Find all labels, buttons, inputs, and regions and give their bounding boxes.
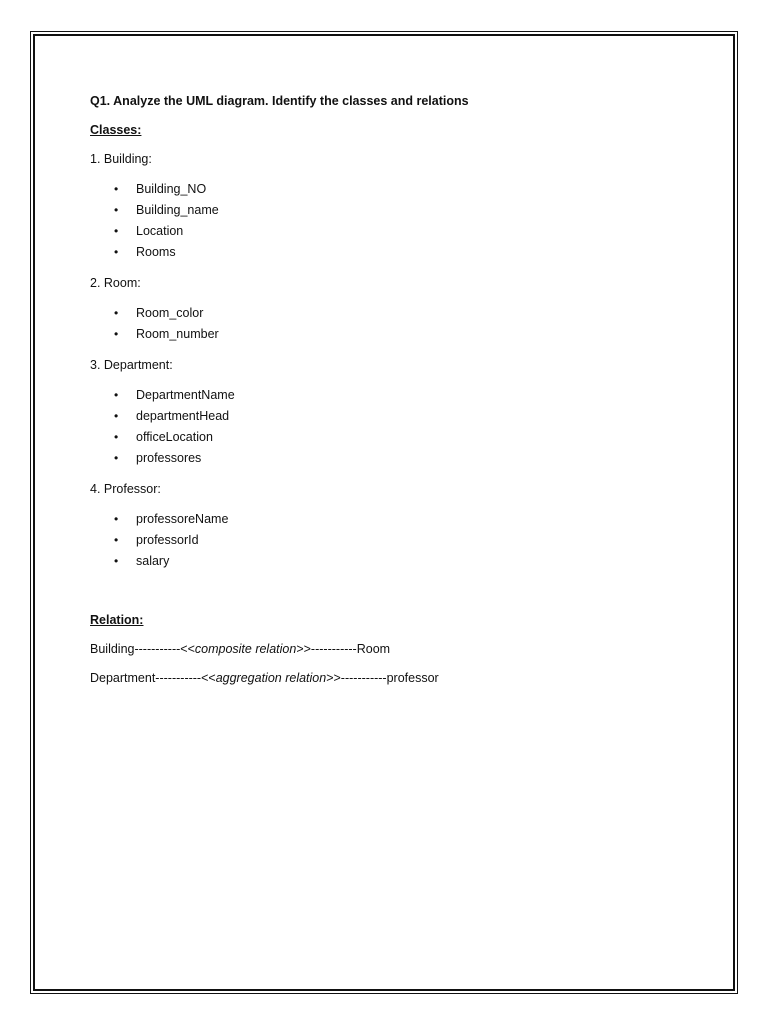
attribute-list-professor xyxy=(90,509,710,572)
relation-right: >>-----------Room xyxy=(296,642,391,656)
bullet-icon: • xyxy=(114,327,119,341)
attribute-label: DepartmentName xyxy=(136,388,235,402)
relation-type: aggregation relation xyxy=(215,671,327,685)
bullet-icon: • xyxy=(114,533,119,547)
attribute-list-building xyxy=(90,179,710,263)
list-item xyxy=(90,303,710,324)
relation-line-composite xyxy=(90,642,710,657)
bullet-icon: • xyxy=(114,451,119,465)
relation-left: Building-----------<< xyxy=(90,642,195,656)
list-item xyxy=(90,509,710,530)
list-item xyxy=(90,242,710,263)
relation-type: composite relation xyxy=(194,642,297,656)
list-item xyxy=(90,427,710,448)
bullet-icon: • xyxy=(114,245,119,259)
attribute-list-department xyxy=(90,385,710,469)
section-spacer xyxy=(90,585,710,613)
attribute-label: professorId xyxy=(136,533,199,547)
list-item xyxy=(90,385,710,406)
bullet-icon: • xyxy=(114,224,119,238)
attribute-label: Location xyxy=(136,224,184,238)
attribute-label: officeLocation xyxy=(136,430,213,444)
attribute-label: Building_NO xyxy=(136,182,207,196)
bullet-icon: • xyxy=(114,388,119,402)
attribute-list-room xyxy=(90,303,710,345)
relation-heading: Relation: xyxy=(90,613,144,627)
class-heading-building: 1. Building: xyxy=(90,152,152,166)
bullet-icon: • xyxy=(114,554,119,568)
attribute-label: Rooms xyxy=(136,245,176,259)
relation-left: Department-----------<< xyxy=(90,671,216,685)
bullet-icon: • xyxy=(114,203,119,217)
attribute-label: salary xyxy=(136,554,170,568)
list-item xyxy=(90,221,710,242)
class-heading-professor: 4. Professor: xyxy=(90,482,161,496)
attribute-label: departmentHead xyxy=(136,409,230,423)
attribute-label: Room_number xyxy=(136,327,219,341)
list-item xyxy=(90,530,710,551)
list-item xyxy=(90,324,710,345)
list-item xyxy=(90,179,710,200)
classes-heading: Classes: xyxy=(90,123,142,137)
bullet-icon: • xyxy=(114,430,119,444)
list-item xyxy=(90,200,710,221)
class-heading-department: 3. Department: xyxy=(90,358,173,372)
bullet-icon: • xyxy=(114,409,119,423)
attribute-label: Room_color xyxy=(136,306,204,320)
attribute-label: professoreName xyxy=(136,512,229,526)
document-content xyxy=(90,94,710,700)
attribute-label: Building_name xyxy=(136,203,219,217)
bullet-icon: • xyxy=(114,306,119,320)
bullet-icon: • xyxy=(114,512,119,526)
list-item xyxy=(90,406,710,427)
question-title: Q1. Analyze the UML diagram. Identify the classes and relations xyxy=(90,94,469,108)
class-heading-room: 2. Room: xyxy=(90,276,141,290)
bullet-icon: • xyxy=(114,182,119,196)
attribute-label: professores xyxy=(136,451,202,465)
relation-line-aggregation xyxy=(90,671,710,686)
list-item xyxy=(90,448,710,469)
list-item xyxy=(90,551,710,572)
relation-right: >>-----------professor xyxy=(326,671,439,685)
